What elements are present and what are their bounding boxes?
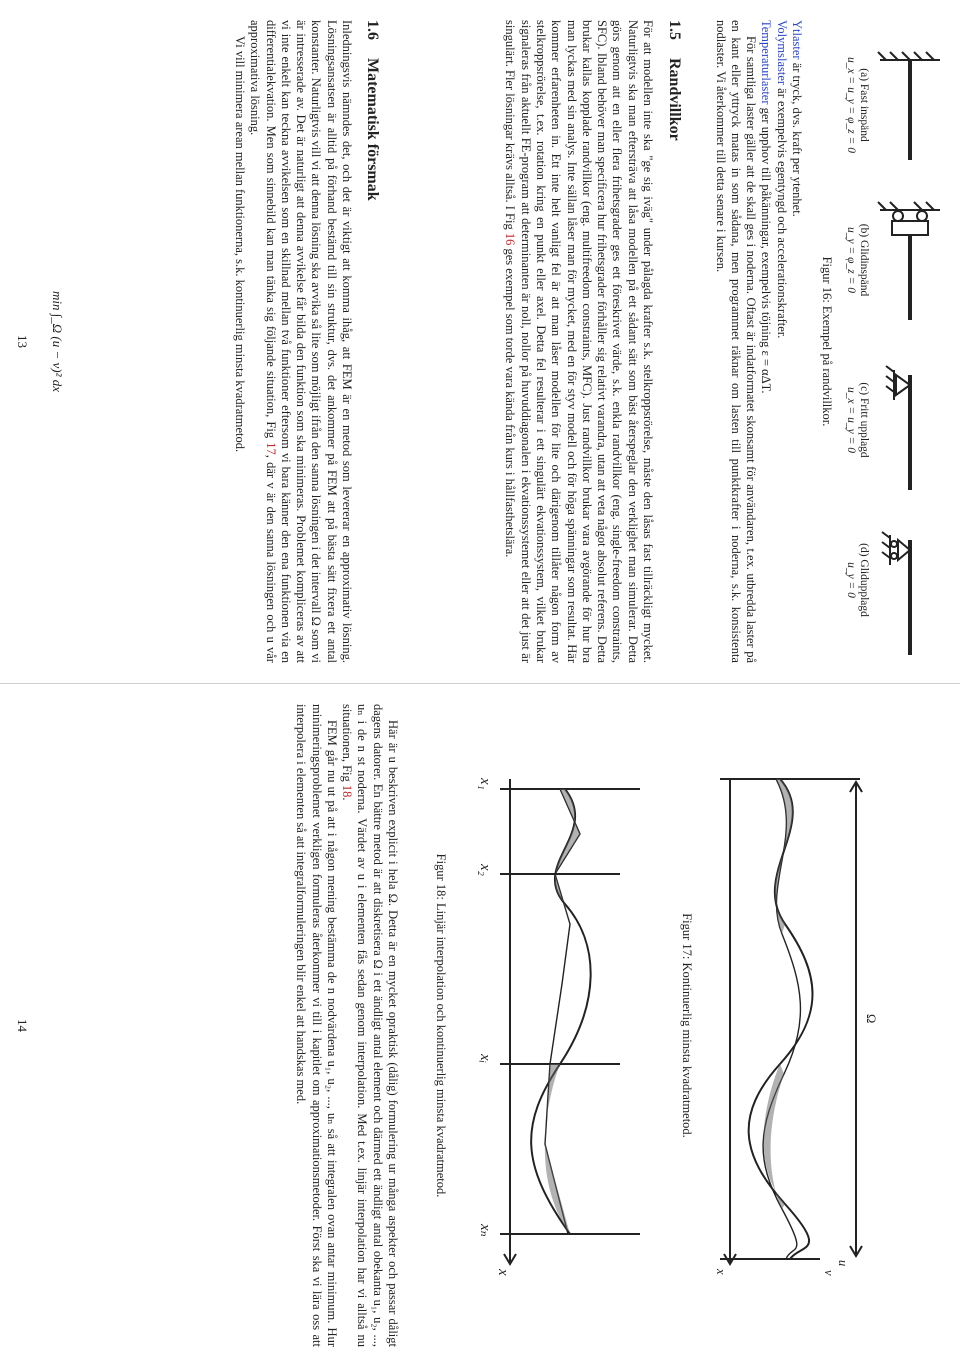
figure-18-drawing bbox=[460, 764, 660, 1284]
page-number-13: 13 bbox=[15, 335, 30, 348]
section-1-6-heading: 1.6Matematisk försmak bbox=[364, 20, 381, 201]
roller-support-drawing bbox=[882, 532, 910, 655]
loads-paragraph: För samtliga laster gäller att de skall ges i noderna. Oftast är indatformatet skonsamt för användaren, t.ex. utbredda laster på en kant eller yttryck matas in som sådana, men programmet räknar om lasten till punktkrafter i noderna, s.k. konsistenta nodlaster. Vi återkommer till detta senare i kursen. bbox=[713, 20, 759, 663]
sliding-clamped-drawing bbox=[878, 202, 940, 320]
figure-16 bbox=[842, 20, 952, 663]
page-14-body: Här är u beskriven explicit i hela Ω. Detta är en mycket opraktisk (dålig) formulering ur många aspekter och passar dåligt dagens datorer. En bättre metod är att diskretisera Ω i ett ändligt antal element och därmed ett ändligt antal obekanta u₁, u₂, ..., uₙ i de n st noderna. Värdet av u i elementen fås sedan genom interpolation. Med t.ex. linjär interpolation har vi alltså nu situationen, Fig 18. FEM går nu ut på att i någon mening bestämma de n nodvärdena u₁, u₂, ..., uₙ så att integralen ovan antar minimum. Hur minimeringsproblemet verkligen formuleras återkommer vi till i kapitlet om approximationsmetoder. Först ska vi lära oss att interpolera i elementen så att integralformuleringen blir enkel att handskas med. bbox=[294, 704, 400, 1347]
page-14 bbox=[0, 684, 960, 1367]
temperaturlaster-keyword: Temperaturlaster bbox=[759, 20, 774, 105]
section-1-6-body: Inledningsvis nämndes det, och det är viktigt att komma ihåg, att FEM är en metod som levererar en approximativ lösning. Lösningsansatsen är alltid på förhand bestämd till sin struktur, dvs. det ankommer på FEM att på bästa sätt fixera ett antal konstanter. Naturligtvis vill vi att denna lösning ska avvika så lite som möjligt ifrån den sanna lösningen i det intervall Ω som vi är intresserade av. Det är naturligt att denna avvikelse får bilda den funktion som ska minimeras. Problemet kompliceras av att vi inte enkelt kan teckna avvikelsen som en skillnad mellan två funktioner eftersom vi bara känner den ena funktionen via en differentialekvation. Men som sinnebild kan man tänka sig följande situation, Fig 17, där v är den sanna lösningen och u vår approximativa lösning. Vi vill minimera arean mellan funktionerna, s.k. kontinuerlig minsta kvadratmetod. bbox=[232, 20, 354, 663]
page-13 bbox=[0, 0, 960, 683]
figure-16-caption: Figur 16: Exempel på randvillkor. bbox=[820, 256, 834, 427]
figure-18-caption: Figur 18: Linjär interpolation och kontinuerlig minsta kvadratmetod. bbox=[434, 853, 448, 1198]
fig-16-link[interactable]: 16 bbox=[503, 232, 518, 246]
minimization-formula: min ∫_Ω (u − v)² dx bbox=[50, 290, 65, 393]
fig-17-link[interactable]: 17 bbox=[263, 442, 278, 455]
label-u: u bbox=[836, 1260, 850, 1267]
fig-18-link[interactable]: 18 bbox=[340, 784, 355, 798]
label-v: v bbox=[822, 1270, 836, 1276]
label-x1: x₁ bbox=[477, 778, 493, 790]
figure-17-drawing bbox=[700, 764, 880, 1284]
ytlaster-keyword: Ytlaster bbox=[790, 20, 804, 60]
label-x: x bbox=[714, 1269, 728, 1275]
page-number-14: 14 bbox=[15, 1019, 30, 1032]
label-xn: xₙ bbox=[477, 1224, 493, 1237]
label-x2: x₂ bbox=[477, 864, 493, 876]
section-1-5-heading: 1.5Randvillkor bbox=[666, 20, 683, 141]
label-x-axis: x bbox=[495, 1269, 511, 1276]
subcaption-a: (a) Fast inspänd u_x = u_y = φ_z = 0 bbox=[845, 56, 870, 154]
subcaption-c: (c) Fritt upplagd u_x = u_y = 0 bbox=[845, 382, 870, 458]
pinned-support-drawing bbox=[886, 366, 910, 490]
loads-block: Ytlaster är tryck, dvs. kraft per ytenhet. Volymslaster är exempelvis egentyngd och accelerationskrafter. Temperaturlaster ger upphov till påkänningar, exempelvis töjning ε = αΔT. För samtliga laster gäller att de skall ges i noderna. Oftast är indatformatet skonsamt för användaren, t.ex. utbredda laster på en kant eller yttryck matas in som sådana, men programmet räknar om lasten till punktkrafter i noderna, s.k. konsistenta nodlaster. Vi återkommer till detta senare i kursen. bbox=[713, 20, 804, 663]
figure-17 bbox=[700, 764, 880, 1284]
volymslaster-keyword: Volymslaster bbox=[774, 20, 789, 86]
fixed-support-drawing bbox=[878, 52, 940, 160]
figure-18 bbox=[460, 764, 660, 1284]
page-13-content bbox=[0, 0, 960, 683]
label-xi: xᵢ bbox=[477, 1054, 493, 1064]
subcaption-b: (b) Glidinspänd u_y = φ_z = 0 bbox=[845, 223, 870, 297]
label-omega: Ω bbox=[864, 1014, 878, 1024]
subcaption-d: (d) Glidupplagd u_y = 0 bbox=[845, 543, 870, 617]
figure-17-caption: Figur 17: Kontinuerlig minsta kvadratmetod. bbox=[680, 913, 694, 1138]
page-14-content bbox=[0, 684, 960, 1367]
section-1-5-body: För att modellen inte ska "ge sig iväg" under pålagda krafter s.k. stelkroppsrörelse, måste den låsas fast tillräckligt mycket. Naturligtvis ska man eftersträva att låsa modellen på ett sådant sätt som bäst återspeglar den verklighet man simulerar. Detta görs genom att en eller flera frihetsgrader ges ett föreskrivet värde, s.k. enkla randvillkor (eng. single-freedom constraints, SFC). Ibland behöver man specificera hur frihetsgrader förhåller sig relativt varandra, utan att veta något absolut referens. Detta brukar kallas kopplade randvillkor (eng. multifreedom constraints, MFC). Just randvillkor brukar vara avgörande för hur bra man lyckas med sin analys. Inte sällan låser man för mycket, med en för styv modell och för höga spänningar som resultat. Här kommer erfarenheten in. Ett inte helt vanligt fel är att man låser modellen för lite och därigenom tillåter någon form av stelkroppsrörelse, t.ex. rotation kring en punkt eller axel. Detta fel resulterar i ett singulärt ekvationssystem, vilket brukar signaleras från aktuellt FE-program att determinanten är noll, nollor på huvuddiagonalen i ekvationssystemet eller att det just är singulärt. Fler lösningar krävs alltså. I Fig 16 ges exempel som torde vara kända från kurs i hållfasthetslära. bbox=[503, 20, 655, 663]
